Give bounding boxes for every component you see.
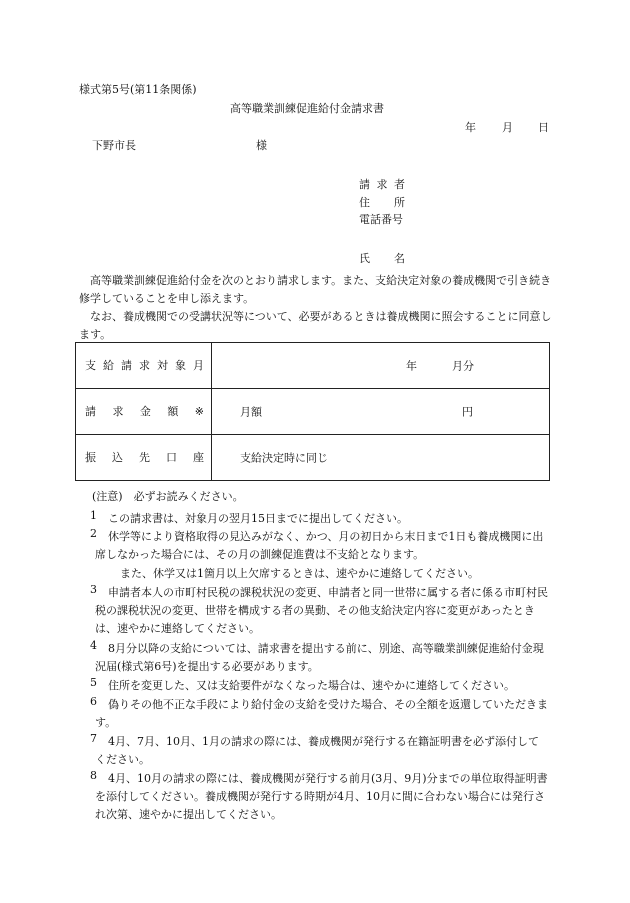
note-item: 4月、7月、10月、1月の請求の際には、養成機関が発行する在籍証明書を必ず添付してください。 [95, 735, 539, 766]
date-day-label: 日 [538, 121, 549, 134]
billing-month-label: 支 給 請 求 対 象 月 [76, 343, 212, 389]
billing-month-month: 月分 [452, 359, 474, 372]
note-number: 3 [90, 583, 97, 596]
billing-month-year: 年 [406, 359, 417, 372]
date-month-label: 月 [502, 121, 513, 134]
billing-month-field[interactable] [212, 343, 550, 389]
document-title: 高等職業訓練促進給付金請求書 [230, 102, 384, 115]
note-item: また、休学又は1箇月以上欠席するときは、速やかに連絡してください。 [120, 567, 479, 580]
addressee: 下野市長 [92, 139, 136, 152]
monthly-amount-label: 月額 [240, 405, 262, 418]
table-row [76, 389, 550, 435]
note-number: 4 [90, 639, 97, 652]
consent-paragraph: なお、養成機関での受講状況等について、必要があるときは養成機関に照会することに同意します。 [79, 310, 552, 341]
note-item: 偽りその他不正な手段により給付金の支給を受けた場合、その全額を返還していただきます。 [95, 698, 548, 729]
note-number: 1 [90, 509, 97, 522]
note-number: 6 [90, 695, 97, 708]
applicant-label: 請 求 者 [359, 178, 405, 191]
note-number: 5 [90, 676, 97, 689]
note-item: この請求書は、対象月の翌月15日までに提出してください。 [108, 512, 408, 525]
phone-label: 電話番号 [359, 213, 403, 226]
request-paragraph: 高等職業訓練促進給付金を次のとおり請求します。また、支給決定対象の養成機関で引き続き修学していることを申し添えます。 [79, 274, 552, 305]
note-item: 休学等により資格取得の見込みがなく、かつ、月の初日から末日まで1日も養成機関に出席しなかった場合には、その月の訓練促進費は不支給となります。 [95, 530, 544, 561]
table-row [76, 343, 550, 389]
bank-account-value: 支給決定時に同じ [240, 451, 328, 464]
note-item: 申請者本人の市町村民税の課税状況の変更、申請者と同一世帯に属する者に係る市町村民税の課税状況の変更、世帯を構成する者の異動、その他支給決定内容に変更があったときは、速やかに連絡してください。 [95, 586, 548, 635]
bank-account-label: 振 込 先 口 座 [76, 435, 212, 481]
note-item: 4月、10月の請求の際には、養成機関が発行する前月(3月、9月)分までの単位取得証明書を添付してください。養成機関が発行する時期が4月、10月に間に合わない場合には発行され次第、速やかに提出してください。 [95, 772, 548, 821]
claim-amount-field[interactable] [212, 389, 550, 435]
claim-amount-label: 請 求 金 額 ※ [76, 389, 212, 435]
note-number: 8 [90, 769, 97, 782]
note-number: 7 [90, 732, 97, 745]
note-item: 住所を変更した、又は支給要件がなくなった場合は、速やかに連絡してください。 [108, 679, 515, 692]
yen-unit: 円 [462, 405, 473, 418]
name-label: 氏 名 [359, 252, 405, 265]
note-number: 2 [90, 527, 97, 540]
note-item: 8月分以降の支給については、請求書を提出する前に、別途、高等職業訓練促進給付金現況届(様式第6号)を提出する必要があります。 [95, 642, 544, 673]
claim-table [75, 342, 550, 481]
notes-heading: (注意) 必ずお読みください。 [92, 490, 244, 503]
date-year-label: 年 [465, 121, 476, 134]
table-row [76, 435, 550, 481]
address-label: 住 所 [359, 196, 405, 209]
form-number: 様式第5号(第11条関係) [79, 83, 197, 96]
addressee-honorific: 様 [256, 139, 267, 152]
bank-account-field[interactable] [212, 435, 550, 481]
